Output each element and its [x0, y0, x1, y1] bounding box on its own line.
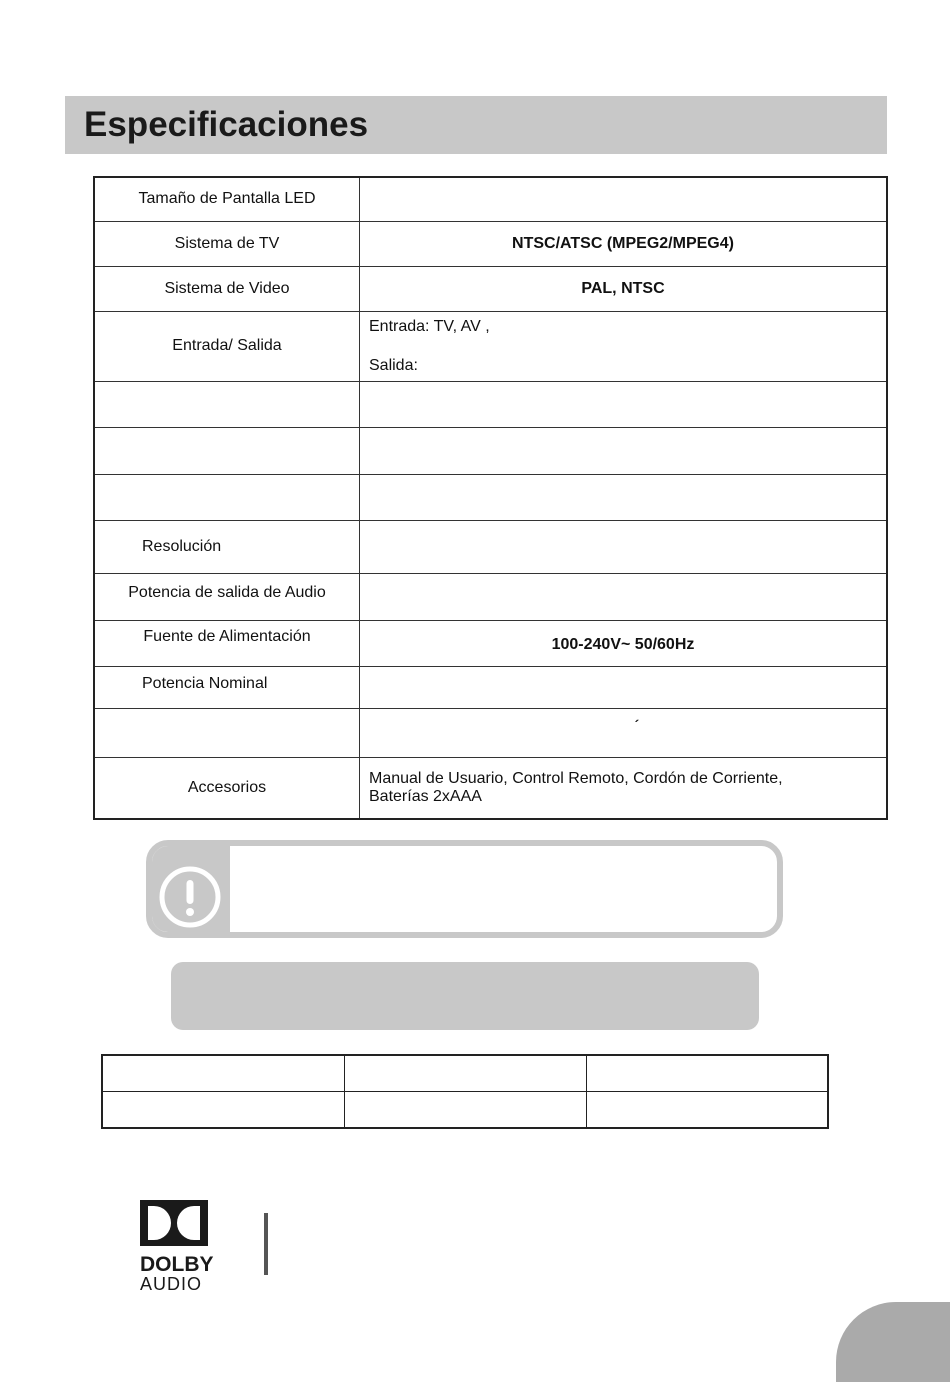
spec-value: Manual de Usuario, Control Remoto, Cordón de Corriente, Baterías 2xAAA	[360, 757, 888, 819]
dolby-logo	[140, 1200, 214, 1294]
spec-label: Potencia Nominal	[94, 666, 360, 708]
spec-value	[360, 474, 888, 520]
notice-icon-cell	[152, 846, 230, 932]
spec-label: Tamaño de Pantalla LED	[94, 177, 360, 221]
table-row	[94, 573, 887, 620]
exclamation-circle-icon	[157, 864, 223, 930]
spec-value	[360, 311, 888, 381]
spec-label	[94, 381, 360, 427]
spec-value	[360, 666, 888, 708]
spec-value	[360, 708, 888, 757]
vertical-divider	[264, 1213, 268, 1275]
output-line: Salida:	[369, 356, 418, 374]
input-line: Entrada: TV, AV ,	[369, 317, 490, 335]
table-cell	[344, 1055, 586, 1092]
table-row	[102, 1092, 828, 1129]
blank-table	[101, 1054, 829, 1129]
table-row	[94, 381, 887, 427]
table-row	[94, 666, 887, 708]
spec-label	[94, 474, 360, 520]
accent-mark: ´	[634, 716, 640, 733]
table-row	[94, 474, 887, 520]
page-number-tab	[836, 1302, 950, 1382]
table-row	[94, 708, 887, 757]
table-row	[94, 177, 887, 221]
table-cell	[586, 1055, 828, 1092]
spec-value	[360, 381, 888, 427]
dolby-subtitle: AUDIO	[140, 1274, 203, 1294]
spec-label: Sistema de TV	[94, 221, 360, 266]
spec-label: Entrada/ Salida	[94, 311, 360, 381]
spec-label: Accesorios	[94, 757, 360, 819]
spec-value: PAL, NTSC	[360, 266, 888, 311]
spec-label: Fuente de Alimentación	[94, 620, 360, 666]
table-row	[94, 427, 887, 474]
table-row	[94, 221, 887, 266]
table-cell	[102, 1092, 344, 1129]
spec-label	[94, 708, 360, 757]
specifications-table	[93, 176, 888, 820]
table-row	[94, 266, 887, 311]
gray-panel	[171, 962, 759, 1030]
table-row	[94, 757, 887, 819]
page-title: Especificaciones	[84, 105, 369, 144]
table-row	[102, 1055, 828, 1092]
table-cell	[586, 1092, 828, 1129]
table-cell	[102, 1055, 344, 1092]
table-row	[94, 620, 887, 666]
spec-value	[360, 427, 888, 474]
spec-value	[360, 177, 888, 221]
spec-value	[360, 573, 888, 620]
dolby-wordmark: DOLBY	[140, 1253, 214, 1276]
table-cell	[344, 1092, 586, 1129]
table-row	[94, 520, 887, 573]
spec-label: Resolución	[94, 520, 360, 573]
table-row	[94, 311, 887, 381]
notice-box	[146, 840, 783, 938]
spec-value: 100-240V~ 50/60Hz	[360, 620, 888, 666]
spec-label: Potencia de salida de Audio	[94, 573, 360, 620]
spec-label: Sistema de Video	[94, 266, 360, 311]
dolby-double-d-icon	[140, 1200, 208, 1246]
section-header	[65, 96, 887, 154]
spec-label	[94, 427, 360, 474]
spec-value	[360, 520, 888, 573]
spec-value: NTSC/ATSC (MPEG2/MPEG4)	[360, 221, 888, 266]
